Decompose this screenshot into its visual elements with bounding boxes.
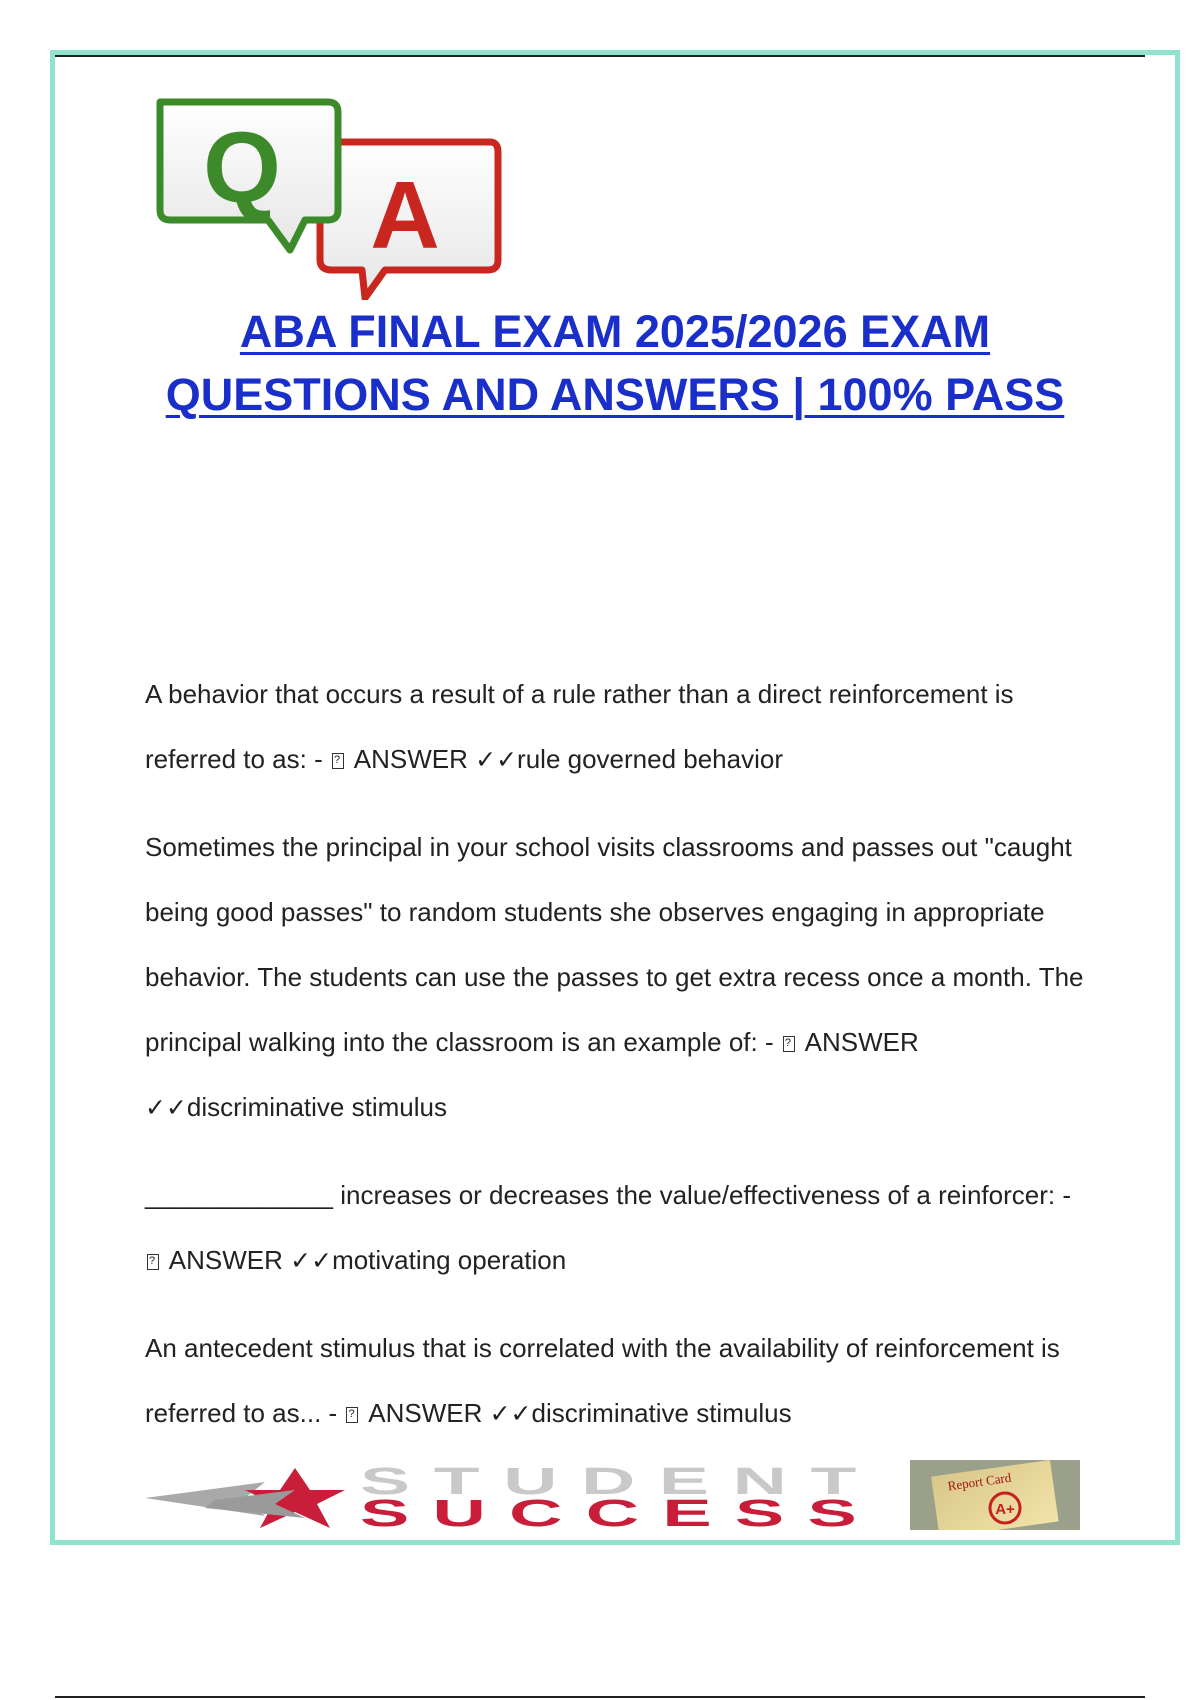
q-letter: Q (203, 112, 281, 224)
a-bubble (320, 142, 498, 298)
glyph-box-icon (332, 753, 344, 769)
answer-label: ANSWER (353, 744, 468, 774)
a-letter: A (370, 162, 440, 269)
question-text: Sometimes the principal in your school visits classrooms and passes out "caught being good passes" to random students she observes engaging in appropriate behavior. The students can use the passes to get extra recess once a month. The principal walking into the classroom is an example of: (145, 832, 1084, 1057)
qa-item: Sometimes the principal in your school visits classrooms and passes out "caught being good passes" to random students she observes engaging in appropriate behavior. The students can use the passes to get extra recess once a month. The principal walking into the classroom is an example of: - ? ANSWER ✓✓discriminative stimulus (145, 815, 1095, 1140)
double-check-icon: ✓✓ (489, 1399, 532, 1428)
double-check-icon: ✓✓ (145, 1093, 187, 1122)
double-check-icon: ✓✓ (290, 1246, 333, 1275)
answer-text: discriminative stimulus (531, 1398, 792, 1428)
answer-text: motivating operation (332, 1245, 567, 1275)
glyph-box-icon (346, 1407, 358, 1423)
answer-text: discriminative stimulus (186, 1092, 447, 1122)
qa-item: A behavior that occurs a result of a rule rather than a direct reinforcement is referred to as: - ? ANSWER ✓✓rule governed behavior (145, 662, 1095, 792)
answer-text: rule governed behavior (517, 744, 784, 774)
bottom-rule (55, 1696, 1145, 1698)
qa-item: _____________ increases or decreases the value/effectiveness of a reinforcer: - ? ANSWER ✓✓motivating operation (145, 1163, 1095, 1293)
answer-label: ANSWER (168, 1245, 283, 1275)
star-logo-icon (145, 1468, 345, 1528)
qa-logo (150, 90, 510, 300)
question-text: A behavior that occurs a result of a rule rather than a direct reinforcement is referred to as: (145, 679, 1014, 774)
qa-item: An antecedent stimulus that is correlated with the availability of reinforcement is referred to as... - ? ANSWER ✓✓discriminative stimulus (145, 1316, 1095, 1446)
report-card-icon (910, 1460, 1080, 1530)
double-check-icon: ✓✓ (475, 745, 518, 774)
question-text: An antecedent stimulus that is correlated with the availability of reinforcement is referred to as... (145, 1333, 1060, 1428)
report-card-label: Report Card (946, 1469, 1013, 1494)
glyph-box-icon (783, 1036, 795, 1052)
answer-label: ANSWER (368, 1398, 483, 1428)
answer-label: ANSWER (804, 1027, 919, 1057)
grade-text: A+ (995, 1501, 1015, 1518)
document-title: ABA FINAL EXAM 2025/2026 EXAM QUESTIONS AND ANSWERS | 100% PASS (165, 306, 1065, 420)
question-text: _____________ increases or decreases the value/effectiveness of a reinforcer: (145, 1180, 1056, 1210)
brand-success-text: SUCCESS (360, 1493, 880, 1530)
qa-list (145, 662, 1095, 1469)
student-success-banner (145, 1460, 1080, 1530)
top-rule (55, 55, 1145, 57)
q-bubble (160, 102, 338, 250)
brand-student-text: STUDENT (360, 1461, 880, 1503)
glyph-box-icon (147, 1254, 159, 1270)
